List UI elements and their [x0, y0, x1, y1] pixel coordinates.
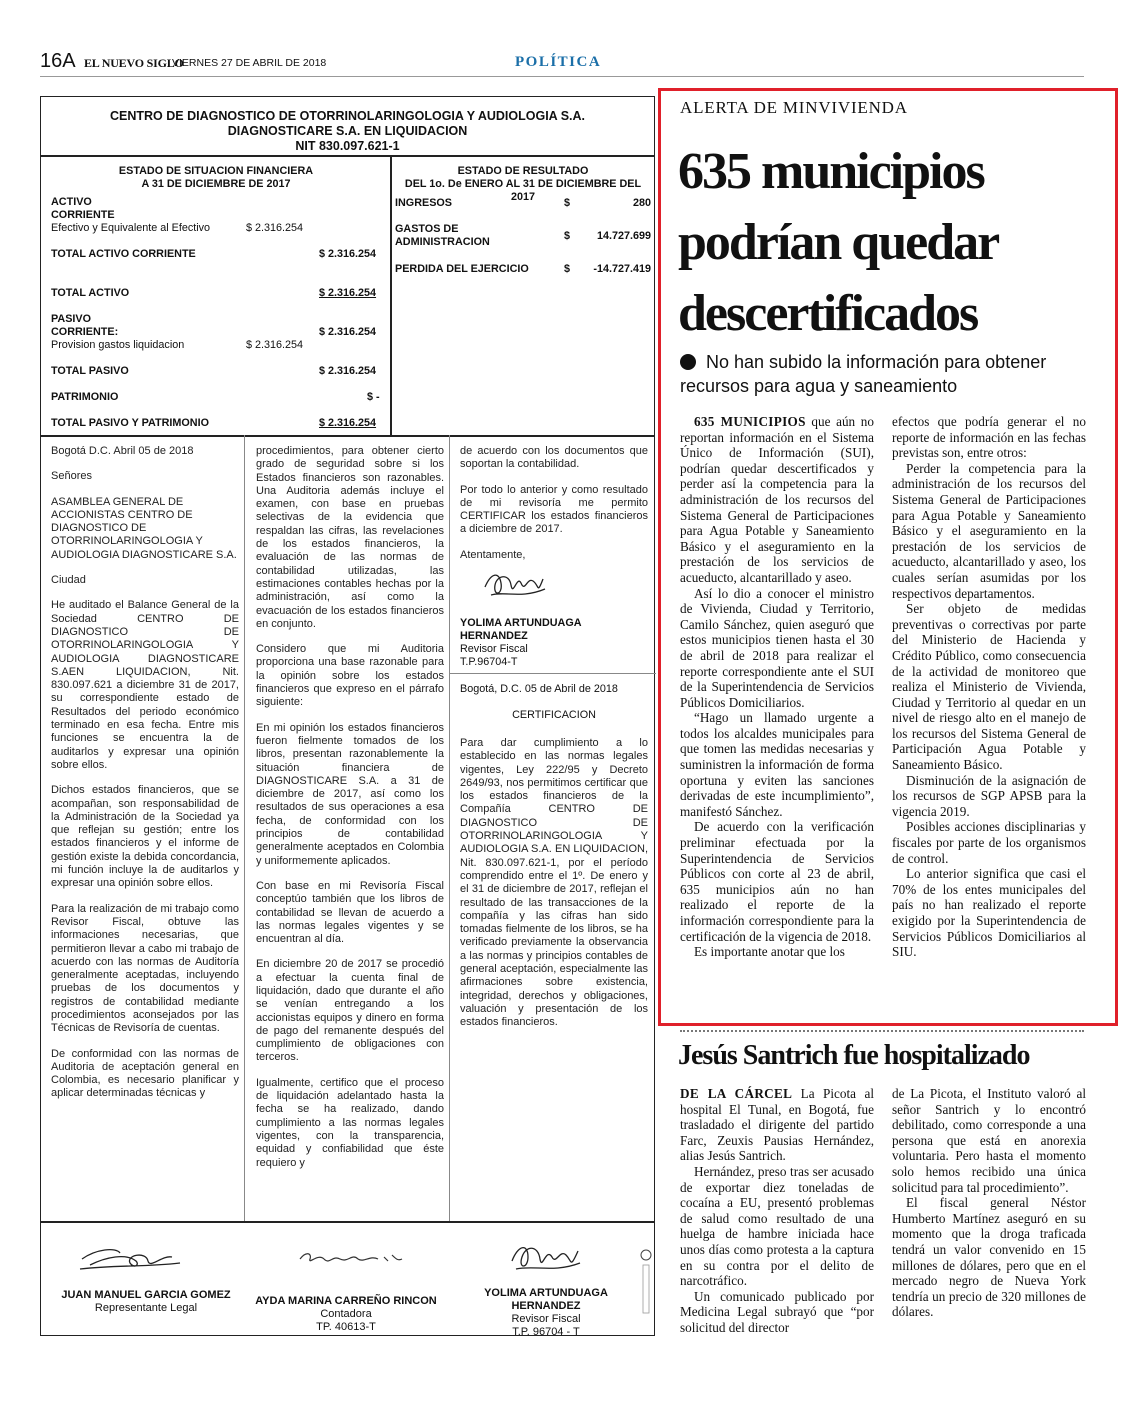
value-patrimonio: $ -: [367, 391, 380, 403]
notice-col1-para: He auditado el Balance General de la Sociedad CENTRO DE DIAGNOSTICO DE OTORRINOLARINGOLOGIA Y AUDIOLOGIA DIAGNOSTICARE S.AEN LIQUIDACION, Nit. 830.097.621 a diciembre 31 de 2017, su correspondiente estado de Resultados del periodo económico terminado en esa fecha. Entre mis funciones se encuentra la de auditarlos y expresar una opinión sobre ellos.: [51, 599, 239, 771]
article2-col-2: [892, 1086, 1086, 1320]
signature-revisor-small: [481, 565, 551, 607]
article-subheadline-text: No han subido la información para obtener recursos para agua y saneamiento: [680, 352, 1047, 396]
page-number: 16A: [40, 50, 76, 72]
article-para: Posibles acciones disciplinarias y fiscales por parte de los organismos de control.: [892, 819, 1086, 866]
financial-notice: [40, 96, 655, 1336]
signature-name-2: AYDA MARINA CARREÑO RINCON: [255, 1295, 437, 1307]
signature-tp-2: TP. 40613-T: [316, 1321, 376, 1333]
issue-date: VIERNES 27 DE ABRIL DE 2018: [172, 57, 327, 69]
result-head1: ESTADO DE RESULTADO: [457, 165, 589, 177]
value-total-activo: $ 2.316.254: [319, 287, 377, 299]
article2-para: [680, 1086, 874, 1164]
label-total-pasivo: TOTAL PASIVO: [51, 365, 129, 377]
cur-ingresos: $: [564, 197, 571, 209]
article-para: “Hago un llamado urgente a todos los alcaldes municipales para que tomen las medidas necesarias y suministren la información de forma oportuna y eviten las sanciones derivadas de este incumplimiento”, manifestó Sánchez.: [680, 710, 874, 819]
article-para: Así lo dio a conocer el ministro de Vivienda, Ciudad y Territorio, Camilo Sánchez, quien aseguró que estos municipios tienen hasta el 30 de abril de 2018 para realizar el reporte correspondiente ante el SUI de la Superintendencia de Servicios Públicos Domiciliarios.: [680, 585, 874, 710]
signature-representante: [76, 1243, 186, 1273]
bullet-icon: [680, 354, 696, 370]
article-headline: 635 municipios podrían quedar descertificados: [678, 143, 998, 342]
article-para: De acuerdo con la verificación preliminar efectuada por la Superintendencia de Servicios Públicos con corte al 23 de abril, 635 municipios aún no han realizado el reporte de la información correspondiente para la certificación de la vigencia de 2018.: [680, 819, 874, 944]
cur-gastos: $: [564, 230, 571, 242]
value-gastos: 14.727.699: [596, 230, 651, 242]
col3-cert-text: Para dar cumplimiento a lo establecido en las normas legales vigentes, Ley 222/95 y Decreto 2649/93, nos permitimos certificar que los estados financieros de la Compañía CENTRO DE DIAGNOSTICO DE OTORRINOLARINGOLOGIA Y AUDIOLOGIA S.A. EN LIQUIDACION, Nit. 830.097.621-1, por el período comprendido entre el 1º. De enero y el 31 de diciembre de 2017, reflejan el resultado de las transacciones de la compañía y las cifras han sido tomadas fielmente de los libros, se ha verificado previamente la observancia a las normas y principios contables de general aceptación, especialmente las afirmaciones sobre existencia, integridad, derechos y obligaciones, valuación y presentación de los estados financieros.: [460, 737, 648, 1029]
label-activo: ACTIVO: [51, 196, 92, 208]
value-total-pasivo-patrimonio: $ 2.316.254: [319, 417, 377, 429]
value-efectivo: $ 2.316.254: [246, 222, 304, 234]
label-gastos-2: ADMINISTRACION: [395, 236, 490, 248]
signature-contadora: [296, 1247, 406, 1269]
signature-name-3: YOLIMA ARTUNDUAGA HERNANDEZ: [484, 1287, 608, 1312]
article2-para: de La Picota, el Instituto valoró al señor Santrich y lo encontró debilitado, como corresponde a una persona que está en anorexia voluntaria. Pero hasta el momento solo hemos recibido una única solicitud para tal procedimiento”.: [892, 1086, 1086, 1195]
article2-para: El fiscal general Néstor Humberto Martínez aseguró en su momento que la droga traficada tendrá un valor convenido en 15 millones de dólares, pero que en el mercado negro de Nueva York tendría un precio de 320 millones de dólares.: [892, 1195, 1086, 1320]
stamp-seal: [638, 1247, 654, 1317]
notice-col2-para: En mi opinión los estados financieros fueron fielmente tomados de los libros, presentan razonablemente la situación financiera de DIAGNOSTICARE S.A. a 31 de diciembre de 2017, así como los resultados de sus operaciones a esa fecha, de conformidad con los principios de contabilidad generalmente aceptados en Colombia y uniformemente aplicados.: [256, 721, 444, 867]
value-ingresos: 280: [632, 197, 651, 209]
label-ingresos: INGRESOS: [395, 197, 452, 209]
notice-title-company: CENTRO DE DIAGNOSTICO DE OTORRINOLARINGOLOGIA Y AUDIOLOGIA S.A.: [109, 109, 586, 123]
signature-role-3: Revisor Fiscal: [511, 1313, 581, 1325]
signature-name-1: JUAN MANUEL GARCIA GOMEZ: [61, 1289, 231, 1301]
balance-head2: A 31 DE DICIEMBRE DE 2017: [141, 178, 291, 190]
notice-col1-para: ASAMBLEA GENERAL DE ACCIONISTAS CENTRO DE DIAGNOSTICO DE OTORRINOLARINGOLOGIA Y AUDIOLOGIA DIAGNOSTICARE S.A.: [51, 495, 237, 561]
label-perdida: PERDIDA DEL EJERCICIO: [395, 263, 529, 275]
article2-headline: Jesús Santrich fue hospitalizado: [678, 1040, 1030, 1071]
balance-head1: ESTADO DE SITUACION FINANCIERA: [118, 165, 314, 177]
signature-role-1: Representante Legal: [94, 1302, 198, 1314]
article-para: Disminución de la asignación de los recursos de SGP APSB para la vigencia 2019.: [892, 772, 1086, 819]
notice-col1-para: Ciudad: [51, 574, 86, 587]
col3-cert-title: CERTIFICACION: [512, 709, 596, 721]
label-patrimonio: PATRIMONIO: [51, 391, 119, 403]
notice-col2-para: Con base en mi Revisoría Fiscal conceptúo también que los libros de contabilidad se llevan de acuerdo a las normas legales vigentes y se encuentran al día.: [256, 879, 444, 946]
notice-col1-para: De conformidad con las normas de Auditoria de aceptación general en Colombia, es necesario planificar y aplicar determinadas técnicas y: [51, 1047, 239, 1100]
notice-col1-para: Para la realización de mi trabajo como Revisor Fiscal, obtuve las informaciones necesarias, que permitieron llevar a cabo mi trabajo de acuerdo con las normas de Auditoría generalmente aceptadas, incluyendo pruebas de los documentos y registros de contabilidad mediante procedimientos aconsejados por las Técnicas de Revisoría de cuentas.: [51, 902, 239, 1035]
newspaper-name: EL NUEVO SIGLO: [84, 56, 184, 70]
signature-role-2: Contadora: [320, 1308, 372, 1320]
notice-col-3: [460, 445, 648, 574]
value-total-activo-corriente: $ 2.316.254: [319, 248, 377, 260]
cur-perdida: $: [564, 263, 571, 275]
article2-para: Un comunicado publicado por Medicina Legal subrayó que “por solicitud del director: [680, 1288, 874, 1335]
article-para: Ser objeto de medidas preventivas o correctivas por parte del Ministerio de Hacienda y Crédito Público, como consecuencia de la actividad de monitoreo que realiza el Ministerio de Vivienda, Ciudad y Territorio al quedar en un nivel de riesgo alto en el manejo de los recursos del Sistema General de Participación Agua Potable y Saneamiento Básico.: [892, 601, 1086, 773]
article-para: Es importante anotar que los: [694, 944, 845, 960]
notice-col1-para: Bogotá D.C. Abril 05 de 2018: [51, 445, 194, 457]
label-provision: Provision gastos liquidacion: [51, 339, 185, 351]
notice-title-name: DIAGNOSTICARE S.A. EN LIQUIDACION: [227, 124, 468, 138]
col3-rule: [450, 673, 656, 674]
notice-rule-top: [41, 155, 654, 157]
article-col-2: [892, 414, 1086, 960]
section-name: POLÍTICA: [515, 54, 602, 70]
article2-lead-text: La Picota al hospital El Tunal, en Bogotá, fue trasladado el dirigente del partido Farc, Zeuxis Pausias Hernández, alias Jesús Santrich.: [680, 1086, 875, 1164]
value-perdida: -14.727.419: [593, 263, 651, 275]
label-pasivo: PASIVO: [51, 313, 91, 325]
label-total-pasivo-patrimonio: TOTAL PASIVO Y PATRIMONIO: [51, 417, 209, 429]
label-corriente: CORRIENTE: [51, 209, 115, 221]
notice-col2-para: Considero que mi Auditoria proporciona una base razonable para la opinión sobre los estados financieros que expreso en el párrafo siguiente:: [256, 643, 444, 709]
article-kicker: ALERTA DE MINVIVIENDA: [680, 98, 908, 117]
notice-rule-vertical: [390, 155, 392, 435]
article2-col-1: [680, 1086, 874, 1336]
notice-rule-bottom: [41, 1221, 654, 1223]
article2-rule: [680, 1030, 1084, 1032]
notice-col1-para: Dichos estados financieros, que se acompañan, son responsabilidad de la Administración de la Sociedad ya que reflejan su gestión; entre los estados financieros y el informe de gestión existe la debida concordancia, mi función incluye la de auditarlos y expresar una opinión sobre ellos.: [51, 784, 239, 890]
notice-col-divider-2: [449, 435, 450, 1221]
notice-col-divider-1: [244, 435, 245, 1221]
notice-col2-para: Igualmente, certifico que el proceso de liquidación adelantado hasta la fecha se ha realizado, dando cumplimiento a las normas legales vigentes, con la transparencia, equidad y confiabilidad que éste requiero y: [256, 1076, 444, 1169]
col3-date: Bogotá, D.C. 05 de Abril de 2018: [460, 683, 618, 695]
notice-title-nit: NIT 830.097.621-1: [295, 139, 400, 153]
article-para: Perder la competencia para la administración de los recursos del Sistema General de Participaciones para Agua Potable y Saneamiento Básico y el aseguramiento en la prestación de los servicios de acueducto, alcantarillado y aseo, los cuales serían asumidas por los respectivos departamentos.: [892, 460, 1086, 601]
notice-col-1: [51, 445, 239, 1113]
value-provision: $ 2.316.254: [246, 339, 304, 351]
article-lead-text: que aún no reportan información en el Sistema Único de Información (SUI), podrían quedar descertificados y perder así la competencia para la administración de los recursos del Sistema General de Participaciones para Agua Potable y Saneamiento Básico y el aseguramiento en la prestación de los servicios de acueducto, alcantarillado y aseo.: [680, 414, 874, 585]
article2-para: Hernández, preso tras ser acusado de exportar diez toneladas de cocaína a EU, presentó problemas de salud como resultado de una huelga de hambre iniciada hace unos días como protesta a la captura en su contra por el delito de narcotráfico.: [680, 1163, 874, 1289]
notice-col3-para: Por todo lo anterior y como resultado de mi revisoría me permito CERTIFICAR los estados financieros a diciembre de 2017.: [460, 483, 648, 536]
signature-revisor: [506, 1237, 586, 1279]
result-head2: DEL 1o. De ENERO AL 31 DE DICIEMBRE DEL 2017: [404, 178, 642, 203]
article-subheadline: [680, 350, 1095, 398]
article-para: [680, 414, 874, 586]
notice-rule-mid: [41, 435, 654, 437]
article-lead: 635 MUNICIPIOS: [694, 414, 806, 429]
col3-sig-name: YOLIMA ARTUNDUAGA HERNANDEZ: [460, 617, 582, 642]
notice-col3-para: de acuerdo con los documentos que soportan la contabilidad.: [460, 445, 648, 471]
label-total-activo: TOTAL ACTIVO: [51, 287, 130, 299]
signature-tp-3: T.P. 96704 - T: [512, 1326, 580, 1338]
label-total-activo-corriente: TOTAL ACTIVO CORRIENTE: [51, 248, 196, 260]
notice-col-2: [256, 445, 444, 1182]
notice-col2-para: procedimientos, para obtener cierto grado de seguridad sobre si los Estados financieros son razonables. Una Auditoria además incluye el examen, con base en pruebas selectivas de la evidencia que respaldan las cifras, las revelaciones de los estados financieros, la evaluación de las normas de contabilidad utilizadas, las estimaciones contables hechas por la administración, así como la evacuación de los estados financieros en conjunto.: [256, 445, 444, 630]
label-efectivo: Efectivo y Equivalente al Efectivo: [51, 222, 211, 234]
notice-col1-para: Señores: [51, 470, 92, 483]
label-gastos-1: GASTOS DE: [395, 223, 459, 235]
value-total-pasivo: $ 2.316.254: [319, 365, 377, 377]
header-rule: [40, 76, 1084, 77]
value-corriente-pasivo: $ 2.316.254: [319, 326, 377, 338]
notice-col3-para: Atentamente,: [460, 548, 526, 561]
col3-sig-tp: T.P.96704-T: [460, 656, 518, 668]
article-para: efectos que podría generar el no reporte de información en las fechas previstas son, entre otros:: [892, 414, 1086, 461]
notice-col2-para: En diciembre 20 de 2017 se procedió a efectuar la cuenta final de liquidación, dado que durante el año se venían entregando a los accionistas equipos y dinero en forma de pago del remanente después del cumplimiento de obligaciones con terceros.: [256, 958, 444, 1064]
article-col-1: [680, 414, 874, 960]
article-para: Lo anterior significa que casi el 70% de los entes municipales del país no han realizado el reporte exigido por la Superintendencia de Servicios Públicos Domiciliarios al SIU.: [892, 866, 1086, 960]
label-corriente-pasivo: CORRIENTE:: [51, 326, 119, 338]
article2-lead: DE LA CÁRCEL: [680, 1086, 793, 1101]
col3-sig-role: Revisor Fiscal: [460, 643, 528, 655]
